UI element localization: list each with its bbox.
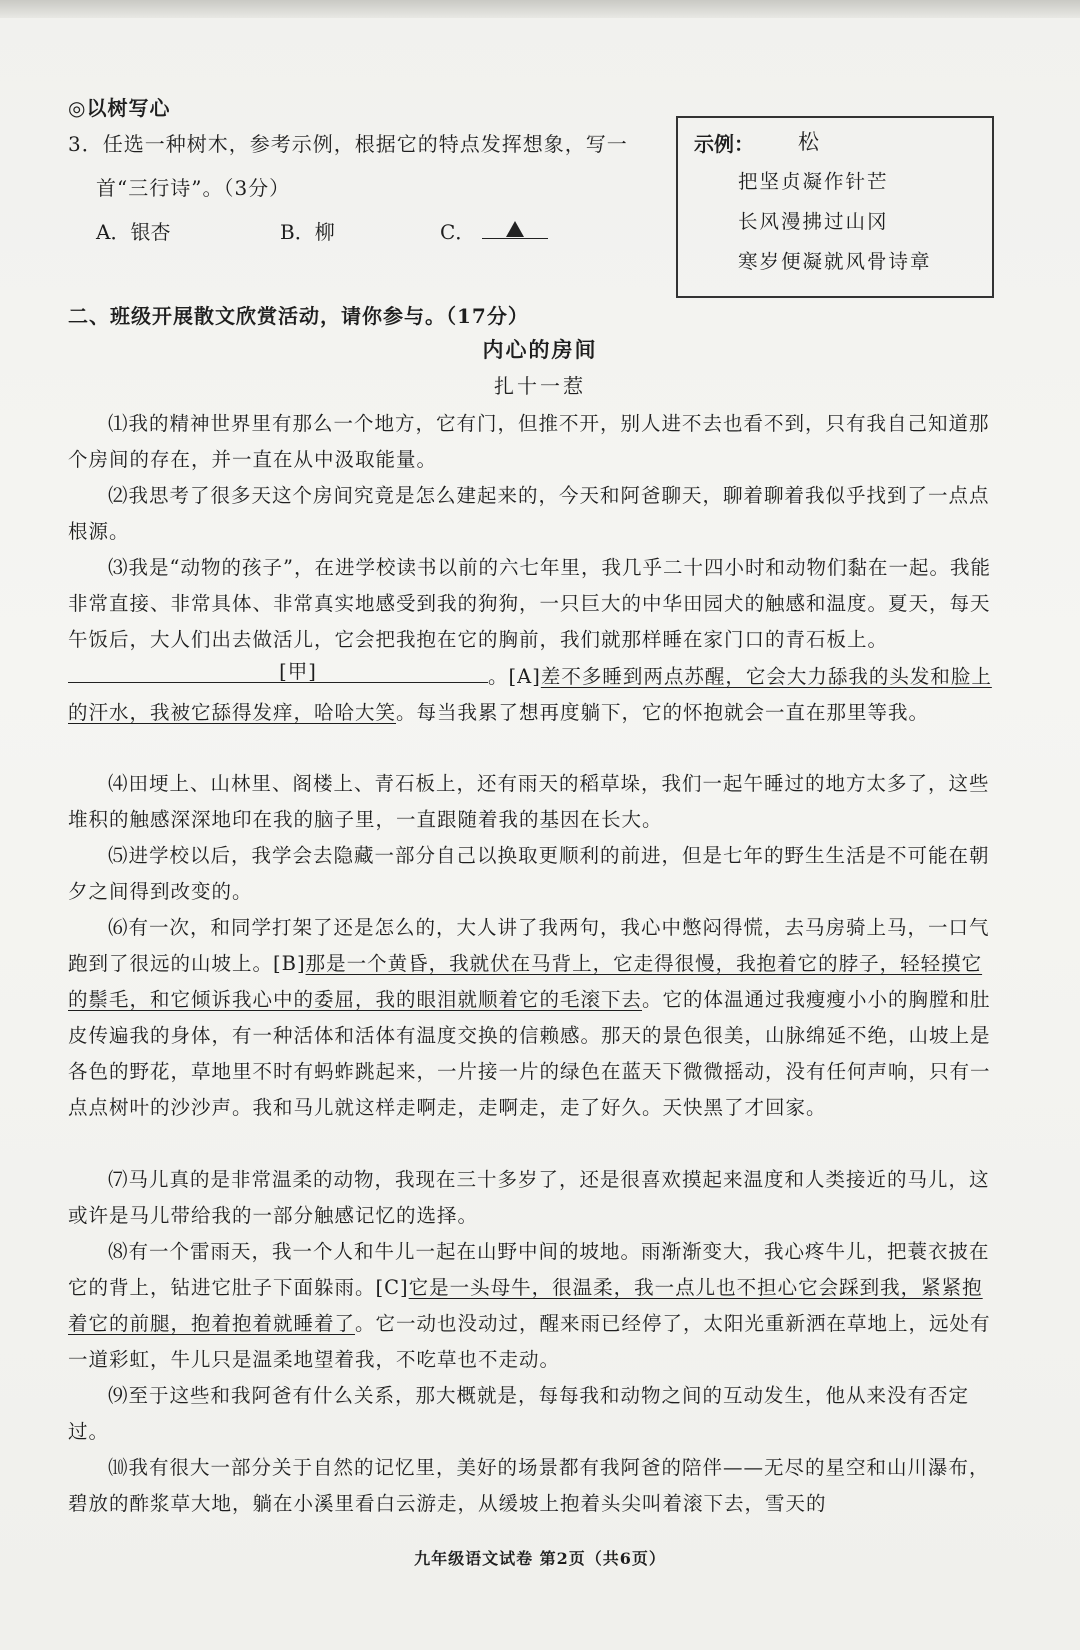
marker-c: [C] — [375, 1276, 409, 1299]
page-footer: 九年级语文试卷 第2页（共6页） — [414, 1549, 666, 1568]
paragraph-8-text: ⑻有一个雷雨天，我一个人和牛儿一起在山野中间的坡地。雨渐渐变大，我心疼牛儿，把蓑衣披在它的背上，钻进它肚子下面躲雨。 — [68, 1240, 990, 1299]
paragraph-4: ⑷田埂上、山林里、阁楼上、青石板上，还有雨天的稻草垛，我们一起午睡过的地方太多了，这些堆积的触感深深地印在我的脑子里，一直跟随着我的基因在长大。 — [68, 772, 990, 831]
example-line-1: 把坚贞凝作针芒 — [738, 170, 889, 193]
example-label: 示例： — [694, 132, 754, 156]
paragraph-9: ⑼至于这些和我阿爸有什么关系，那大概就是，每每我和动物之间的互动发生，他从来没有否定过。 — [68, 1384, 970, 1443]
paragraph-8 — [68, 1234, 993, 1378]
paragraph-10: ⑽我有很大一部分关于自然的记忆里，美好的场景都有我阿爸的陪伴——无尽的星空和山川瀑布，碧放的酢浆草大地，躺在小溪里看白云游走，从缓坡上抱着头尖叫着滚下去，雪天的 — [68, 1456, 990, 1515]
paragraph-3-tail: 。每当我累了想再度躺下，它的怀抱就会一直在那里等我。 — [396, 701, 930, 724]
example-box — [676, 116, 994, 298]
paragraph-7: ⑺马儿真的是非常温柔的动物，我现在三十多岁了，还是很喜欢摸起来温度和人类接近的马儿，这或许是马儿带给我的一部分触感记忆的选择。 — [68, 1168, 990, 1227]
example-line-2: 长风漫拂过山冈 — [738, 210, 889, 233]
paragraph-2: ⑵我思考了很多天这个房间究竟是怎么建起来的，今天和阿爸聊天，聊着聊着我似乎找到了一点点根源。 — [68, 484, 990, 543]
underlined-sentence-c: 它是一头母牛，很温柔，我一点儿也不担心它会踩到我，紧紧抱着它的前腿，抱着抱着就睡着了 — [68, 1276, 983, 1335]
underlined-sentence-a: 差不多睡到两点苏醒，它会大力舔我的头发和脸上的汗水，我被它舔得发痒，哈哈大笑 — [68, 665, 992, 724]
option-c-blank[interactable] — [482, 218, 548, 239]
underlined-sentence-b: 那是一个黄昏，我就伏在马背上，它走得很慢，我抱着它的脖子，轻轻摸它的鬃毛，和它倾诉我心中的委屈，我的眼泪就顺着它的毛滚下去 — [68, 952, 983, 1011]
paragraph-5: ⑸进学校以后，我学会去隐藏一部分自己以换取更顺利的前进，但是七年的野生生活是不可能在朝夕之间得到改变的。 — [68, 844, 990, 903]
part-heading: ◎以树写心 — [68, 96, 171, 120]
option-c-label: C． — [440, 220, 476, 244]
marker-a: [A] — [508, 665, 541, 688]
marker-b: [B] — [273, 952, 306, 975]
example-tree: 松 — [798, 130, 819, 154]
paragraph-1: ⑴我的精神世界里有那么一个地方，它有门，但推不开，别人进不去也看不到，只有我自己知道那个房间的存在，并一直在从中汲取能量。 — [68, 412, 990, 471]
option-b: B．柳 — [280, 220, 335, 244]
paragraph-6-tail: 。它的体温通过我瘦瘦小小的胸膛和肚皮传遍我的身体，有一种活体和活体有温度交换的信赖感。那天的景色很美，山脉绵延不绝，山坡上是各色的野花，草地里不时有蚂蚱跳起来，一片接一片的绿色在蓝天下微微摇动，没有任何声响，只有一点点树叶的沙沙声。我和马儿就这样走啊走，走啊走，走了好久。天快黑了才回家。 — [68, 988, 991, 1119]
question-3-line2: 首“三行诗”。（3分） — [96, 176, 291, 200]
question-3-line1: 3．任选一种树木，参考示例，根据它的特点发挥想象，写一 — [68, 132, 628, 156]
blank-jia-label: [甲] — [279, 660, 317, 683]
article-title: 内心的房间 — [482, 337, 598, 362]
paragraph-3-text: ⑶我是“动物的孩子”，在进学校读书以前的六七年里，我几乎二十四小时和动物们黏在一起。我能非常直接、非常具体、非常真实地感受到我的狗狗，一只巨大的中华田园犬的触感和温度。夏天，每天午饭后，大人们出去做活儿，它会把我抱在它的胸前，我们就那样睡在家门口的青石板上。 — [68, 556, 991, 651]
section-2-heading: 二、班级开展散文欣赏活动，请你参与。（17分） — [68, 304, 529, 328]
option-c — [440, 216, 548, 245]
example-line-3: 寒岁便凝就风骨诗章 — [738, 250, 932, 273]
page-top-edge — [0, 0, 1080, 18]
option-a: A．银杏 — [96, 220, 171, 244]
blank-jia[interactable] — [68, 658, 488, 683]
paragraph-8-tail: 。它一动也没动过，醒来雨已经停了，太阳光重新洒在草地上，远处有一道彩虹，牛儿只是温柔地望着我，不吃草也不走动。 — [68, 1312, 991, 1371]
paragraph-6 — [68, 910, 993, 1126]
paragraph-6-text: ⑹有一次，和同学打架了还是怎么的，大人讲了我两句，我心中憋闷得慌，去马房骑上马，一口气跑到了很远的山坡上。 — [68, 916, 990, 975]
article-author: 扎十一惹 — [494, 374, 586, 398]
triangle-icon — [506, 221, 524, 237]
paragraph-3: ⑶我是“动物的孩子”，在进学校读书以前的六七年里，我几乎二十四小时和动物们黏在一起。我能非常直接、非常具体、非常真实地感受到我的狗狗，一只巨大的中华田园犬的触感和温度。夏天，每天午饭后，大人们出去做活儿，它会把我抱在它的胸前，我们就那样睡在家门口的青石板上。 [甲] 。[A]差不多睡到两点苏醒，它会大力舔我的头发和脸上的汗水，我被它舔得发痒，哈哈大笑。每当我累了想再度躺下，它的怀抱就会一直在那里等我。 — [68, 556, 992, 724]
